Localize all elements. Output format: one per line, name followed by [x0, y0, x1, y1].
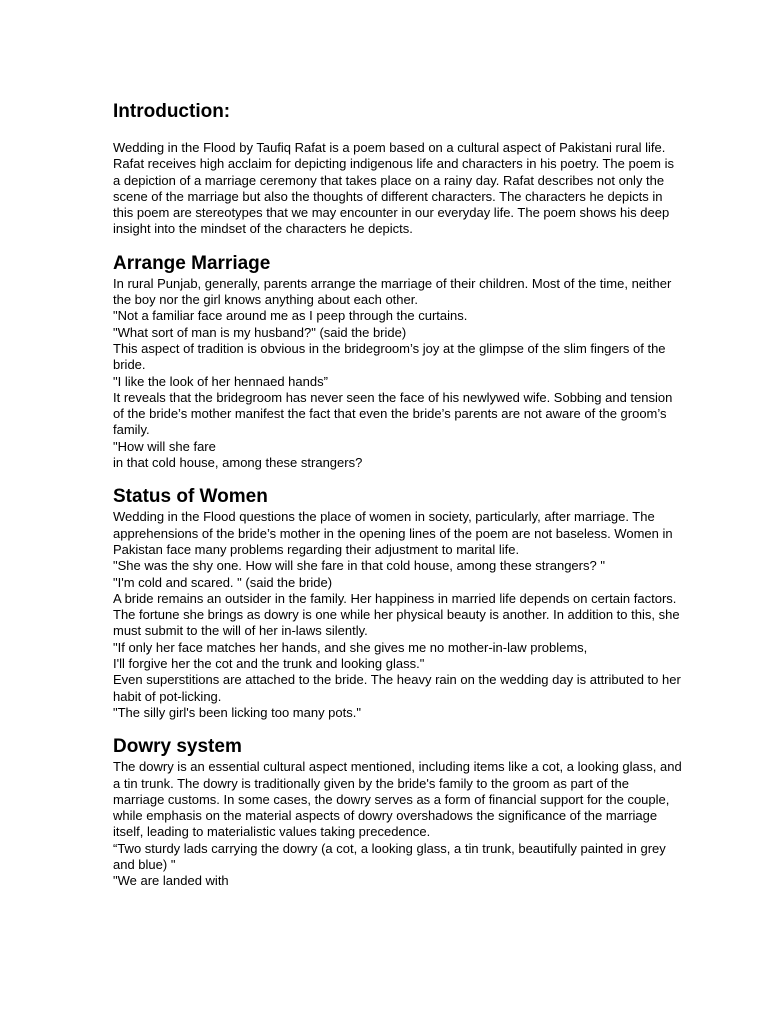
quote-line: "The silly girl's been licking too many pots." [113, 704, 361, 720]
quote-line: "Not a familiar face around me as I peep through the curtains. [113, 308, 468, 324]
paragraph: Wedding in the Flood questions the place of women in society, particularly, after marriage. The apprehensions of the bride’s mother in the opening lines of the poem are not baseless. Women in Pakistan face many problems regarding their adjustment to marital life. [113, 509, 673, 557]
quote-line: "What sort of man is my husband?" (said the bride) [113, 324, 407, 340]
paragraph: It reveals that the bridegroom has never seen the face of his newlywed wife. Sobbing and tension of the bride’s mother manifest the fact that even the bride’s parents are not aware of the groom’s family. [113, 389, 673, 438]
paragraph: The dowry is an essential cultural aspect mentioned, including items like a cot, a looking glass, and a tin trunk. The dowry is traditionally given by the bride's family to the groom as part of the marriage customs. In some cases, the dowry serves as a form of financial support for the couple, while emphasis on the material aspects of dowry overshadows the significance of the marriage itself, leading to materialistic values taking precedence. [113, 759, 682, 840]
section-heading-status-of-women: Status of Women [113, 486, 268, 508]
quote-line: "I like the look of her hennaed hands” [113, 373, 328, 389]
quote-line: "I'm cold and scared. " (said the bride) [113, 574, 333, 590]
paragraph: Even superstitions are attached to the bride. The heavy rain on the wedding day is attributed to her habit of pot-licking. [113, 672, 681, 704]
paragraph: In rural Punjab, generally, parents arrange the marriage of their children. Most of the time, neither the boy nor the girl knows anything about each other. [113, 275, 672, 308]
section-heading-introduction: Introduction: [113, 101, 231, 122]
section-heading-dowry-system: Dowry system [113, 736, 242, 758]
paragraph: A bride remains an outsider in the family. Her happiness in married life depends on certain factors. The fortune she brings as dowry is one while her physical beauty is another. In addition to this, she must submit to the will of her in-laws silently. [113, 590, 680, 639]
quote-line: "She was the shy one. How will she fare in that cold house, among these strangers? " [113, 558, 605, 574]
paragraph: This aspect of tradition is obvious in the bridegroom’s joy at the glimpse of the slim fingers of the bride. [113, 340, 666, 373]
quote-line: I'll forgive her the cot and the trunk and looking glass." [113, 656, 425, 672]
section-heading-arrange-marriage: Arrange Marriage [113, 252, 271, 274]
quote-line: "We are landed with [113, 873, 229, 889]
paragraph: Wedding in the Flood by Taufiq Rafat is a poem based on a cultural aspect of Pakistani rural life. Rafat receives high acclaim for depicting indigenous life and characters in his poetry. The poem is a depiction of a marriage ceremony that takes place on a rainy day. Rafat describes not only the scene of the marriage but also the thoughts of different characters. The characters he depicts in this poem are stereotypes that we may encounter in our everyday life. The poem shows his deep insight into the mindset of the characters he depicts. [113, 140, 674, 237]
quote-line: "How will she fare [113, 438, 216, 454]
document-page [113, 100, 683, 890]
quote-line: "If only her face matches her hands, and she gives me no mother-in-law problems, [113, 639, 588, 655]
quote-line: “Two sturdy lads carrying the dowry (a cot, a looking glass, a tin trunk, beautifully painted in grey and blue) " [113, 840, 666, 872]
quote-line: in that cold house, among these strangers? [113, 455, 363, 471]
